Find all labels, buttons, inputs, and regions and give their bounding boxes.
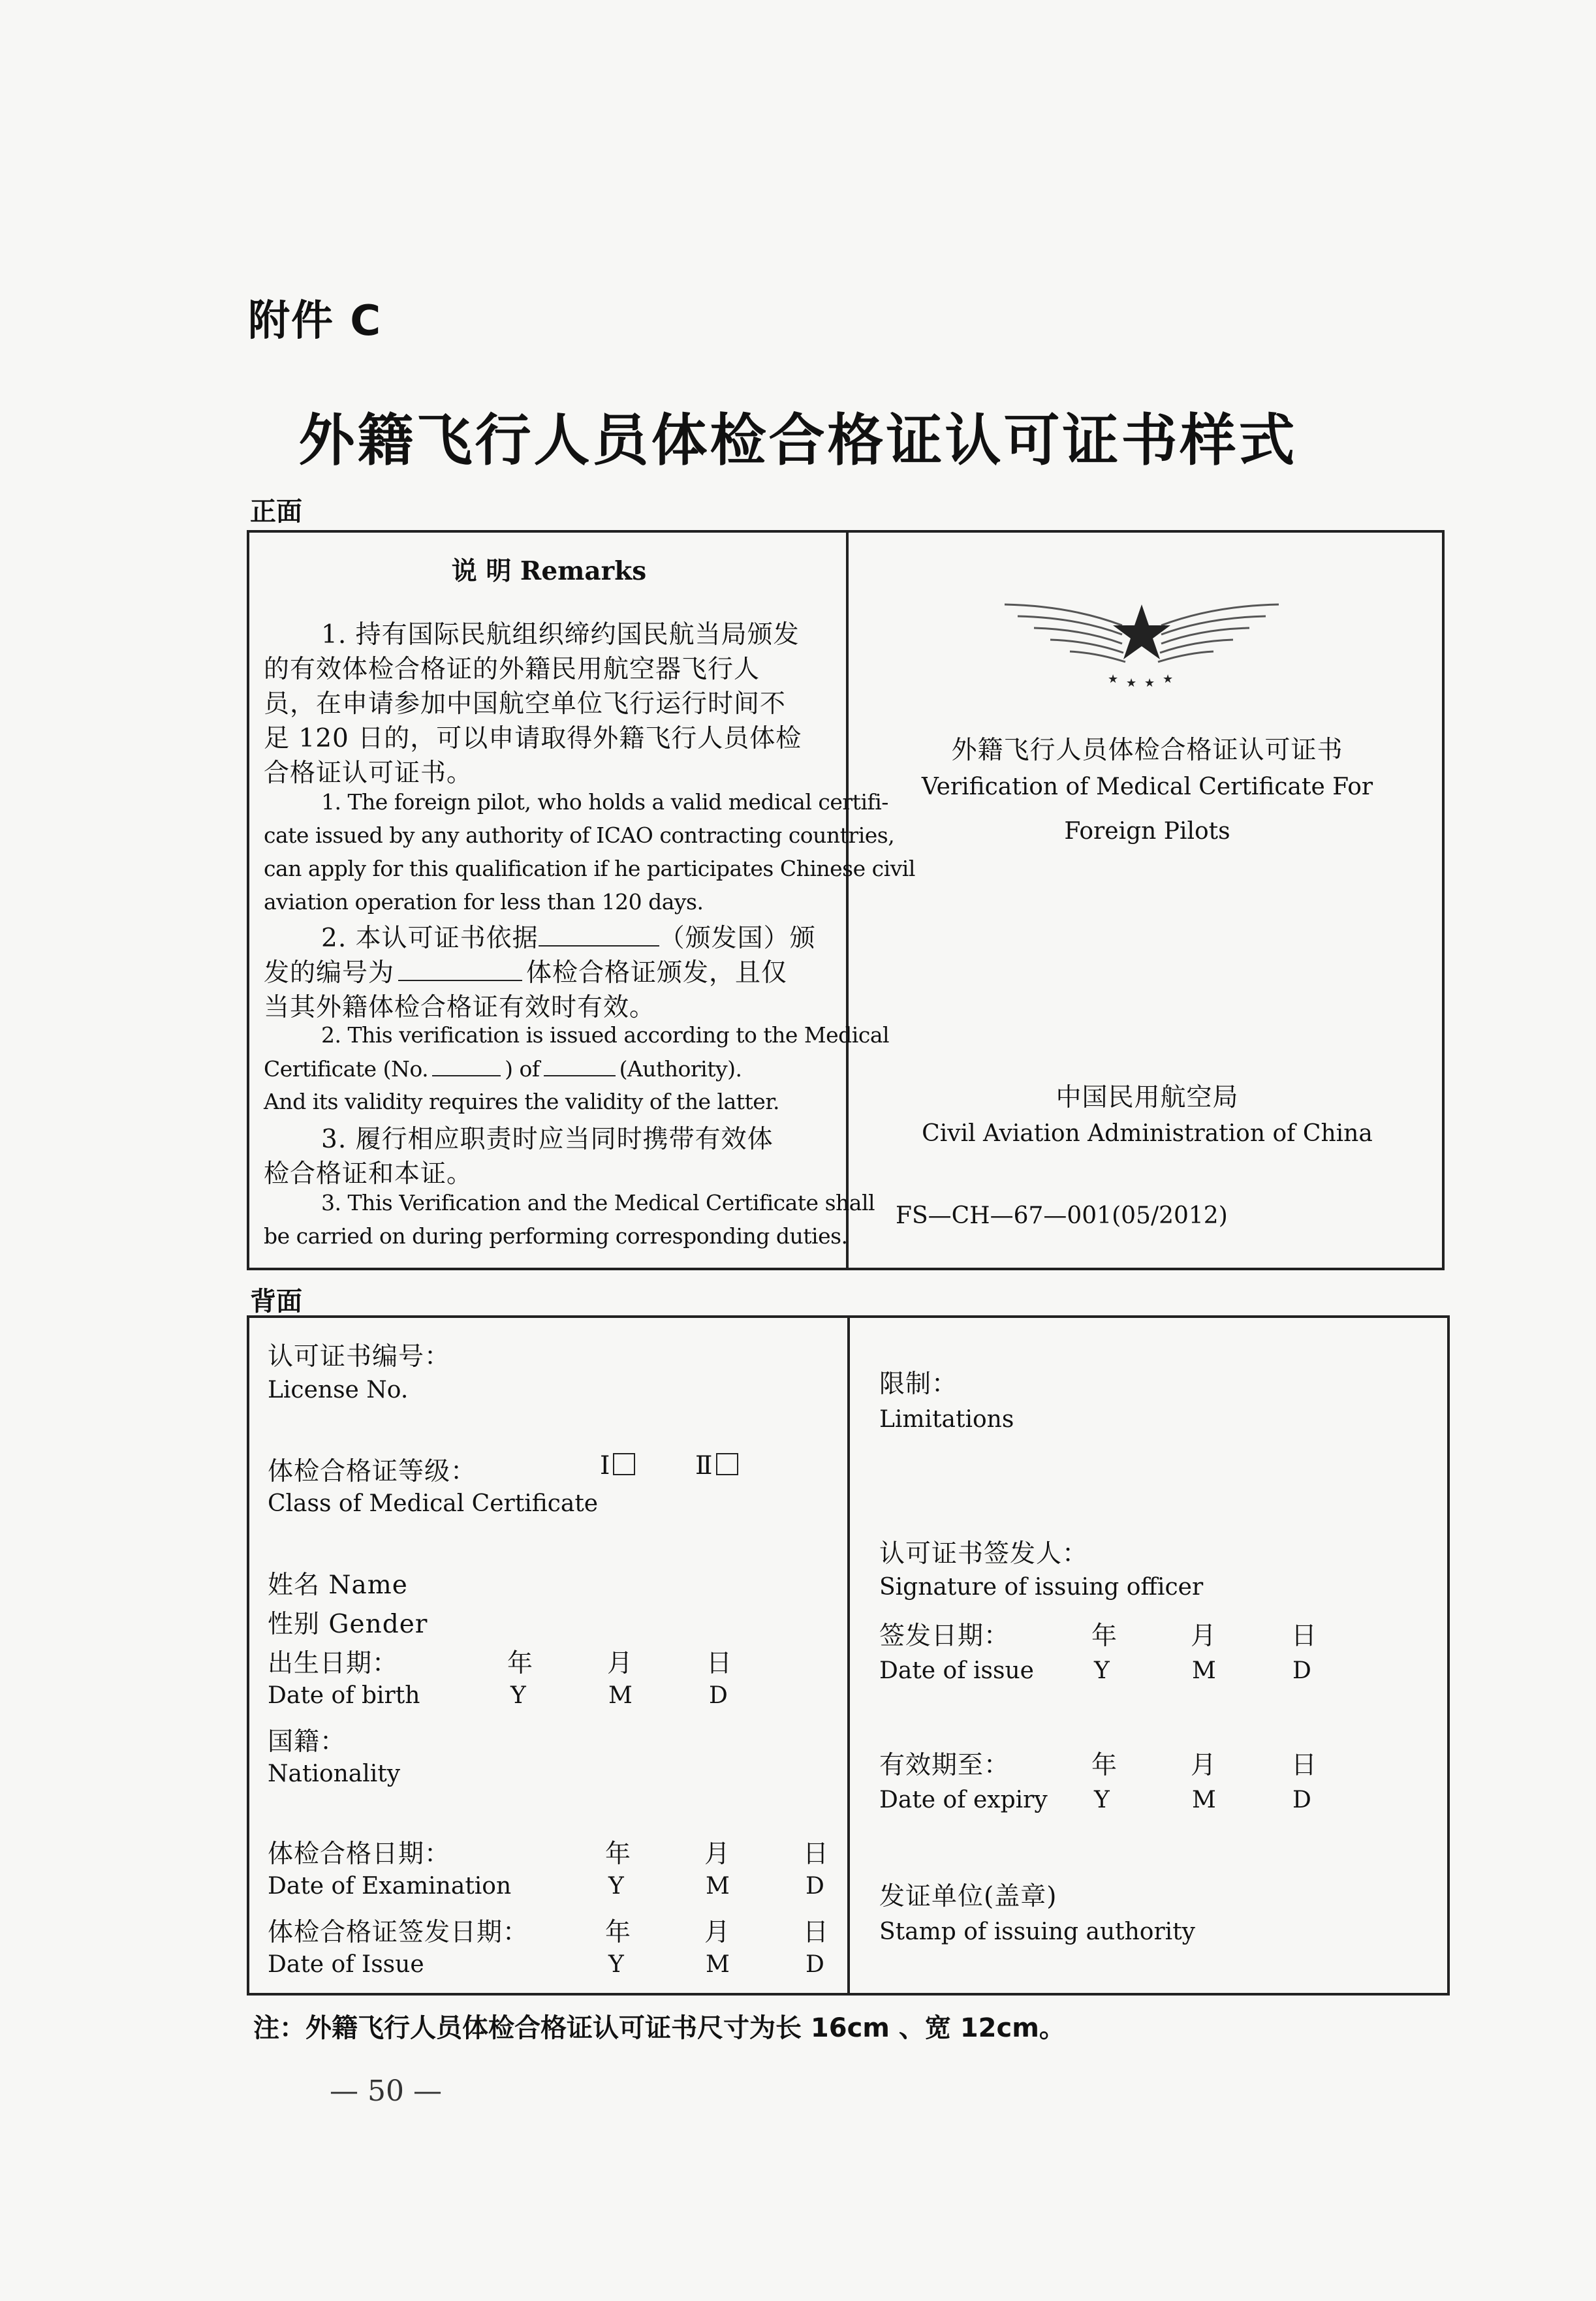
dob-en: Date of birth <box>268 1682 420 1709</box>
exam-year-en: Y <box>608 1873 624 1900</box>
issue-month-en: M <box>706 1951 730 1978</box>
issue-day-zh: 日 <box>803 1918 830 1947</box>
back-side-panel <box>247 1315 1450 1996</box>
cover-title-en-line: Verification of Medical Certificate For <box>921 774 1373 800</box>
medical-class-en: Class of Medical Certificate <box>268 1490 599 1517</box>
expiry-month-zh: 月 <box>1191 1751 1217 1780</box>
back-divider <box>847 1318 850 1993</box>
expiry-day-en: D <box>1292 1787 1311 1813</box>
dob-month-zh: 月 <box>607 1649 634 1678</box>
form-number: FS—CH—67—001(05/2012) <box>896 1202 1228 1229</box>
remark-2-zh-line <box>264 952 787 989</box>
stamp-en: Stamp of issuing authority <box>879 1918 1195 1945</box>
issue-date-en: Date of Issue <box>268 1951 424 1978</box>
page-number: — 50 — <box>330 2074 442 2108</box>
svg-text:★: ★ <box>1126 676 1137 690</box>
gender-field-label: 性别 Gender <box>268 1610 428 1639</box>
remark-2-en-text: (Authority). <box>619 1056 742 1082</box>
medical-class-zh: 体检合格证等级： <box>268 1457 477 1486</box>
remark-2-zh-text: 发的编号为 <box>264 958 395 988</box>
remark-1-en-line: aviation operation for less than 120 days. <box>264 889 704 915</box>
issue-month-zh: 月 <box>704 1918 731 1947</box>
remark-2-zh-line: 当其外籍体检合格证有效时有效。 <box>264 993 656 1022</box>
class-2-checkbox[interactable] <box>716 1453 738 1475</box>
remarks-title: 说 明 Remarks <box>451 556 647 586</box>
remark-1-zh-line: 足 120 日的，可以申请取得外籍飞行人员体检 <box>264 724 802 753</box>
medical-certificate-no-blank <box>432 1056 501 1076</box>
expiry-date-zh: 有效期至： <box>879 1751 1010 1780</box>
sign-year-en: Y <box>1094 1657 1110 1684</box>
authority-en: Civil Aviation Administration of China <box>922 1120 1373 1147</box>
dob-year-en: Y <box>510 1682 526 1709</box>
sign-day-zh: 日 <box>1291 1621 1318 1651</box>
remark-2-en-line: And its validity requires the validity of the latter. <box>264 1089 779 1114</box>
sign-date-en: Date of issue <box>879 1657 1034 1684</box>
dob-month-en: M <box>608 1682 633 1709</box>
expiry-year-zh: 年 <box>1091 1751 1118 1780</box>
cover-title-zh: 外籍飞行人员体检合格证认可证书 <box>951 736 1343 765</box>
remark-3-zh-line: 3. 履行相应职责时应当同时携带有效体 <box>321 1125 774 1154</box>
exam-year-zh: 年 <box>605 1839 632 1869</box>
authority-zh: 中国民用航空局 <box>1056 1083 1239 1112</box>
issue-date-zh: 体检合格证签发日期： <box>268 1918 529 1947</box>
issue-year-en: Y <box>608 1951 624 1978</box>
expiry-year-en: Y <box>1094 1787 1110 1813</box>
dob-zh: 出生日期： <box>268 1649 399 1678</box>
remark-2-zh-line <box>321 918 816 954</box>
remark-2-en-line <box>264 1056 742 1082</box>
class-1-label: Ⅰ <box>600 1451 611 1480</box>
issuing-country-blank <box>539 926 659 947</box>
remark-2-zh-text: （颁发国）颁 <box>659 924 816 953</box>
class-1-checkbox[interactable] <box>613 1453 635 1475</box>
expiry-day-zh: 日 <box>1291 1751 1318 1780</box>
front-side-panel <box>247 530 1445 1270</box>
remark-3-en-line: be carried on during performing corresponding duties. <box>264 1223 848 1249</box>
sign-year-zh: 年 <box>1091 1621 1118 1651</box>
remark-2-en-line: 2. This verification is issued according to the Medical <box>321 1022 890 1048</box>
limitations-en: Limitations <box>879 1406 1014 1433</box>
page-title: 外籍飞行人员体检合格证认可证书样式 <box>298 408 1298 473</box>
sign-month-zh: 月 <box>1191 1621 1217 1651</box>
dob-day-en: D <box>709 1682 728 1709</box>
svg-text:★: ★ <box>1144 676 1155 690</box>
remark-2-zh-text: 体检合格证颁发，且仅 <box>526 958 788 988</box>
dob-year-zh: 年 <box>507 1649 534 1678</box>
remark-2-zh-text: 2. 本认可证书依据 <box>321 924 539 953</box>
svg-text:★: ★ <box>1108 672 1119 686</box>
remark-2-en-text: Certificate (No. <box>264 1056 429 1082</box>
issuing-officer-en: Signature of issuing officer <box>879 1574 1204 1601</box>
remark-3-en-line: 3. This Verification and the Medical Certificate shall <box>321 1190 875 1215</box>
authority-blank <box>544 1056 616 1076</box>
exam-month-zh: 月 <box>704 1839 731 1869</box>
class-2-option[interactable] <box>695 1451 738 1480</box>
sign-day-en: D <box>1292 1657 1311 1684</box>
sign-month-en: M <box>1192 1657 1216 1684</box>
back-label: 背面 <box>250 1287 302 1317</box>
class-1-option[interactable] <box>600 1451 635 1480</box>
remark-1-en-line: can apply for this qualification if he participates Chinese civil <box>264 856 915 881</box>
exam-date-zh: 体检合格日期： <box>268 1839 451 1869</box>
exam-day-zh: 日 <box>803 1839 830 1869</box>
front-label: 正面 <box>250 497 302 527</box>
limitations-zh: 限制： <box>879 1370 958 1399</box>
remark-1-en-line: 1. The foreign pilot, who holds a valid medical certifi- <box>321 789 888 815</box>
remark-1-zh-line: 的有效体检合格证的外籍民用航空器飞行人 <box>264 655 760 684</box>
remark-2-en-text: ) of <box>505 1056 540 1082</box>
stamp-zh: 发证单位(盖章) <box>879 1882 1057 1911</box>
remark-3-zh-line: 检合格证和本证。 <box>264 1159 473 1189</box>
remark-1-en-line: cate issued by any authority of ICAO contracting countries, <box>264 822 895 848</box>
size-note: 注：外籍飞行人员体检合格证认可证书尺寸为长 16cm 、宽 12cm。 <box>253 2013 1065 2043</box>
class-2-label: Ⅱ <box>695 1451 713 1480</box>
name-field-label: 姓名 Name <box>268 1571 408 1600</box>
remark-1-zh-line: 合格证认可证书。 <box>264 759 473 788</box>
cover-title-en-line: Foreign Pilots <box>1064 818 1230 845</box>
annex-label: 附件 C <box>248 297 383 345</box>
remark-1-zh-line: 员，在申请参加中国航空单位飞行运行时间不 <box>264 689 787 719</box>
certificate-number-blank <box>398 960 522 981</box>
remark-1-zh-line: 1. 持有国际民航组织缔约国民航当局颁发 <box>321 620 800 650</box>
front-divider <box>846 533 849 1268</box>
license-no-zh: 认可证书编号： <box>268 1342 451 1371</box>
nationality-zh: 国籍： <box>268 1727 347 1757</box>
license-no-en: License No. <box>268 1377 409 1403</box>
dob-day-zh: 日 <box>706 1649 733 1678</box>
issuing-officer-zh: 认可证书签发人： <box>879 1539 1089 1569</box>
issue-year-zh: 年 <box>605 1918 632 1947</box>
issue-day-en: D <box>806 1951 824 1978</box>
sign-date-zh: 签发日期： <box>879 1621 1010 1651</box>
exam-date-en: Date of Examination <box>268 1873 512 1900</box>
caac-emblem-icon <box>998 591 1285 696</box>
expiry-date-en: Date of expiry <box>879 1787 1048 1813</box>
svg-text:★: ★ <box>1163 672 1174 686</box>
exam-month-en: M <box>706 1873 730 1900</box>
exam-day-en: D <box>806 1873 824 1900</box>
nationality-en: Nationality <box>268 1761 401 1787</box>
expiry-month-en: M <box>1192 1787 1216 1813</box>
